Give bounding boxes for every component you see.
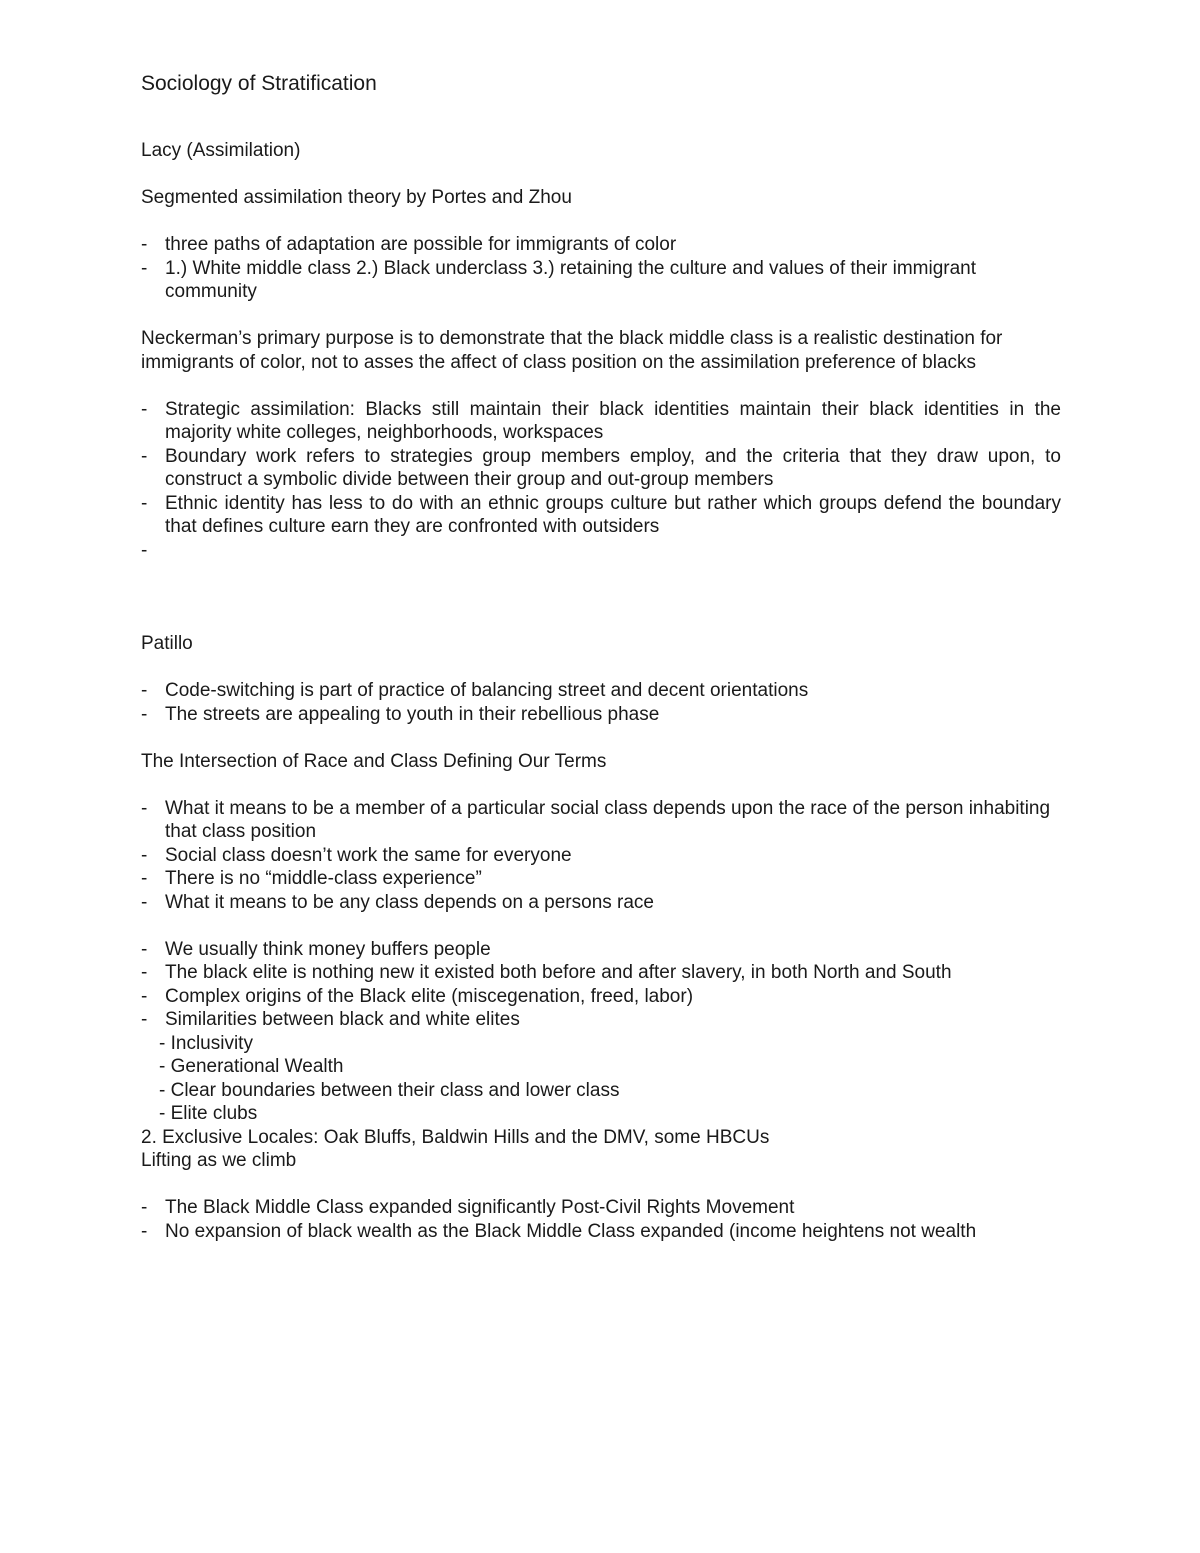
theory-line: Segmented assimilation theory by Portes and Zhou (141, 187, 572, 208)
elite-subitems (141, 1032, 1061, 1126)
list-item: - Code-switching is part of practice of balancing street and decent orientations (141, 680, 809, 701)
intersection-list-2 (141, 938, 1061, 1032)
sub-item: - Elite clubs (159, 1103, 258, 1124)
list-item: - There is no “middle-class experience” (141, 868, 482, 889)
intersection-list-1 (141, 797, 1061, 915)
sub-item: - Generational Wealth (159, 1056, 344, 1077)
sub-item: - Inclusivity (159, 1032, 253, 1054)
list-item: - What it means to be any class depends on a persons race (141, 891, 654, 913)
list-item: - Complex origins of the Black elite (miscegenation, freed, labor) (141, 985, 694, 1007)
list-item: - Similarities between black and white elites (141, 1009, 520, 1030)
list-item: - 1.) White middle class 2.) Black underclass 3.) retaining the culture and values of their immigrant community (141, 257, 977, 302)
list-item: - The streets are appealing to youth in their rebellious phase (141, 703, 660, 725)
exclusive-locales: 2. Exclusive Locales: Oak Bluffs, Baldwin Hills and the DMV, some HBCUs (141, 1126, 770, 1148)
patillo-list (141, 679, 1061, 726)
heading-patillo: Patillo (141, 633, 193, 654)
document-title: Sociology of Stratification (141, 72, 377, 95)
list-item: - (141, 539, 148, 561)
lacy-list-1 (141, 233, 1061, 304)
lacy-list-2 (141, 398, 1061, 563)
heading-intersection: The Intersection of Race and Class Defining Our Terms (141, 750, 607, 772)
lifting-heading: Lifting as we climb (141, 1150, 297, 1171)
list-item: - Ethnic identity has less to do with an ethnic groups culture but rather which groups defend the boundary that defines culture earn they are confronted with outsiders (141, 492, 1061, 537)
sub-item: - Clear boundaries between their class and lower class (159, 1079, 620, 1101)
list-item: - Boundary work refers to strategies group members employ, and the criteria that they draw upon, to construct a symbolic divide between their group and out-group members (141, 445, 1061, 490)
list-item: - We usually think money buffers people (141, 938, 491, 960)
list-item: - Social class doesn’t work the same for everyone (141, 844, 572, 866)
neckerman-paragraph: Neckerman’s primary purpose is to demonstrate that the black middle class is a realistic destination for immigrants of color, not to asses the affect of class position on the assimilation preference of blacks (141, 328, 1003, 373)
heading-lacy: Lacy (Assimilation) (141, 140, 301, 161)
list-item: - Strategic assimilation: Blacks still maintain their black identities maintain their black identities in the majority white colleges, neighborhoods, workspaces (141, 398, 1061, 443)
document-page (141, 70, 1061, 1243)
list-item: - No expansion of black wealth as the Black Middle Class expanded (income heightens not wealth (141, 1220, 977, 1242)
intersection-list-3 (141, 1196, 1061, 1243)
list-item: - The Black Middle Class expanded significantly Post-Civil Rights Movement (141, 1197, 795, 1218)
list-item: - What it means to be a member of a particular social class depends upon the race of the person inhabiting that class position (141, 797, 1051, 842)
list-item: - The black elite is nothing new it existed both before and after slavery, in both North and South (141, 962, 952, 983)
list-item: - three paths of adaptation are possible for immigrants of color (141, 234, 677, 255)
